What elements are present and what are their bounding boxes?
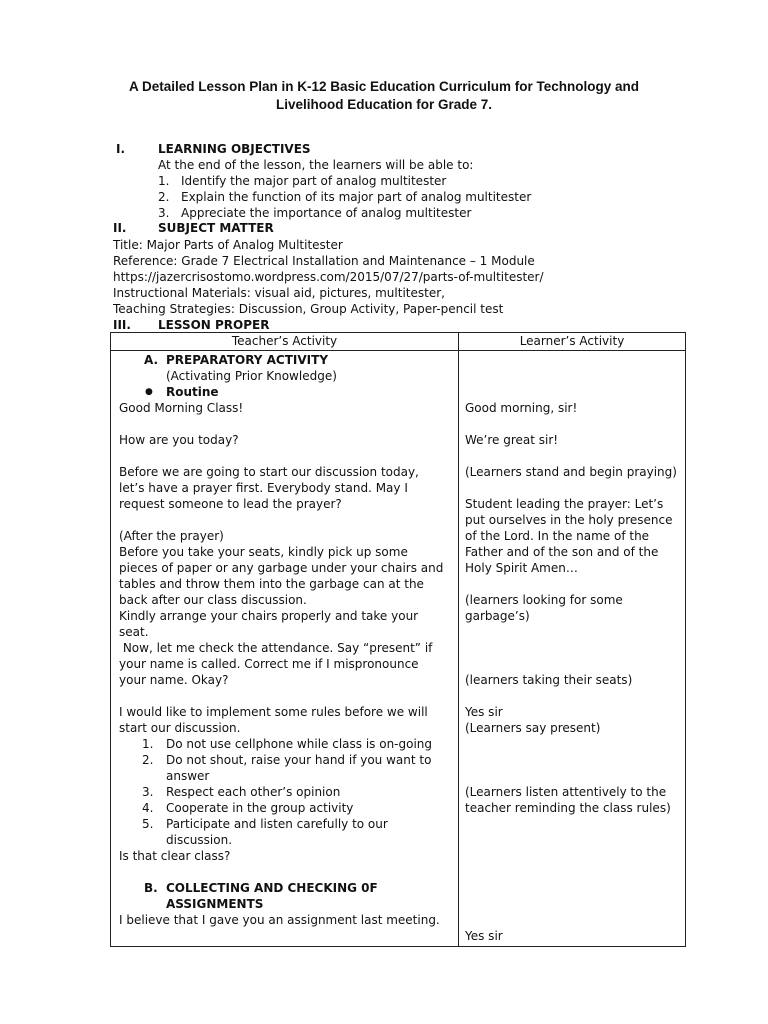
section-number-iii: III. — [113, 318, 131, 332]
assignments-heading: ASSIGNMENTS — [166, 897, 264, 911]
bullet-icon: ● — [145, 387, 153, 397]
learner-line: (learners taking their seats) — [465, 673, 633, 687]
objective-number: 3. — [158, 206, 170, 220]
teacher-line: seat. — [119, 625, 149, 639]
teacher-line: How are you today? — [119, 433, 239, 447]
teacher-line: tables and throw them into the garbage can at the — [119, 577, 424, 591]
lesson-proper-heading: LESSON PROPER — [158, 318, 270, 332]
learner-line: Yes sir — [465, 705, 503, 719]
learner-line: Father and of the son and of the — [465, 545, 659, 559]
teacher-line: Now, let me check the attendance. Say “present” if — [119, 641, 433, 655]
teacher-line: start our discussion. — [119, 721, 241, 735]
teacher-line: I would like to implement some rules before we will — [119, 705, 428, 719]
teacher-line: Is that clear class? — [119, 849, 231, 863]
table-header-row — [111, 333, 686, 351]
lesson-activity-table — [110, 332, 686, 947]
teacher-line: (After the prayer) — [119, 529, 224, 543]
subject-title: Title: Major Parts of Analog Multitester — [113, 238, 343, 252]
learner-line: garbage’s) — [465, 609, 530, 623]
subject-heading: SUBJECT MATTER — [158, 221, 274, 235]
preparatory-activity-subheading: (Activating Prior Knowledge) — [166, 369, 337, 383]
teacher-line: I believe that I gave you an assignment last meeting. — [119, 913, 440, 927]
subject-strategies: Teaching Strategies: Discussion, Group Activity, Paper-pencil test — [113, 302, 504, 316]
teacher-line: Before we are going to start our discussion today, — [119, 465, 419, 479]
routine-label: Routine — [166, 385, 219, 399]
learner-line: Holy Spirit Amen… — [465, 561, 578, 575]
teacher-line: let’s have a prayer first. Everybody stand. May I — [119, 481, 408, 495]
learner-line: We’re great sir! — [465, 433, 559, 447]
objective-item: Explain the function of its major part of analog multitester — [181, 190, 532, 204]
teacher-line: Good Morning Class! — [119, 401, 244, 415]
subject-materials: Instructional Materials: visual aid, pictures, multitester, — [113, 286, 445, 300]
teacher-line: your name. Okay? — [119, 673, 229, 687]
rule-item: Do not shout, raise your hand if you want to — [166, 753, 432, 767]
learner-line: teacher reminding the class rules) — [465, 801, 671, 815]
learner-activity-header: Learner’s Activity — [459, 333, 686, 351]
rule-number: 3. — [142, 785, 154, 799]
rule-number: 1. — [142, 737, 154, 751]
learner-activity-cell — [459, 351, 686, 947]
rule-item: discussion. — [166, 833, 233, 847]
rule-item: Respect each other’s opinion — [166, 785, 341, 799]
learner-line: (learners looking for some — [465, 593, 623, 607]
assignments-heading: COLLECTING AND CHECKING 0F — [166, 881, 378, 895]
title-line-2: Livelihood Education for Grade 7. — [275, 97, 493, 112]
objectives-heading: LEARNING OBJECTIVES — [158, 142, 311, 156]
subject-reference-url: https://jazercrisostomo.wordpress.com/2015/07/27/parts-of-multitester/ — [113, 270, 544, 284]
learner-line: Student leading the prayer: Let’s — [465, 497, 664, 511]
teacher-line: pieces of paper or any garbage under your chairs and — [119, 561, 444, 575]
rule-item: Do not use cellphone while class is on-going — [166, 737, 433, 751]
learner-line: (Learners listen attentively to the — [465, 785, 667, 799]
teacher-line: request someone to lead the prayer? — [119, 497, 342, 511]
objective-item: Appreciate the importance of analog multitester — [181, 206, 472, 220]
teacher-line: back after our class discussion. — [119, 593, 307, 607]
learner-line: put ourselves in the holy presence — [465, 513, 673, 527]
teacher-activity-header: Teacher’s Activity — [111, 333, 459, 351]
section-letter-b: B. — [144, 881, 158, 895]
learner-line: Good morning, sir! — [465, 401, 578, 415]
rule-number: 5. — [142, 817, 154, 831]
section-letter-a: A. — [144, 353, 159, 367]
rule-item: answer — [166, 769, 210, 783]
document-title — [70, 78, 698, 114]
learner-line: (Learners say present) — [465, 721, 601, 735]
objective-number: 1. — [158, 174, 170, 188]
rule-item: Participate and listen carefully to our — [166, 817, 388, 831]
rule-item: Cooperate in the group activity — [166, 801, 354, 815]
teacher-line: Before you take your seats, kindly pick up some — [119, 545, 408, 559]
title-line-1: A Detailed Lesson Plan in K-12 Basic Education Curriculum for Technology and — [128, 79, 640, 94]
teacher-line: your name is called. Correct me if I mispronounce — [119, 657, 419, 671]
objective-number: 2. — [158, 190, 170, 204]
table-row — [111, 351, 686, 947]
subject-reference: Reference: Grade 7 Electrical Installation and Maintenance – 1 Module — [113, 254, 535, 268]
section-number-ii: II. — [113, 221, 127, 235]
teacher-activity-cell — [111, 351, 459, 947]
section-number-i: I. — [116, 142, 126, 156]
learner-line: (Learners stand and begin praying) — [465, 465, 677, 479]
preparatory-activity-heading: PREPARATORY ACTIVITY — [166, 353, 329, 367]
learner-line: of the Lord. In the name of the — [465, 529, 650, 543]
learner-line: Yes sir — [465, 929, 503, 943]
rule-number: 4. — [142, 801, 154, 815]
objective-item: Identify the major part of analog multitester — [181, 174, 447, 188]
objectives-intro: At the end of the lesson, the learners will be able to: — [158, 158, 474, 172]
teacher-line: Kindly arrange your chairs properly and take your — [119, 609, 419, 623]
rule-number: 2. — [142, 753, 154, 767]
